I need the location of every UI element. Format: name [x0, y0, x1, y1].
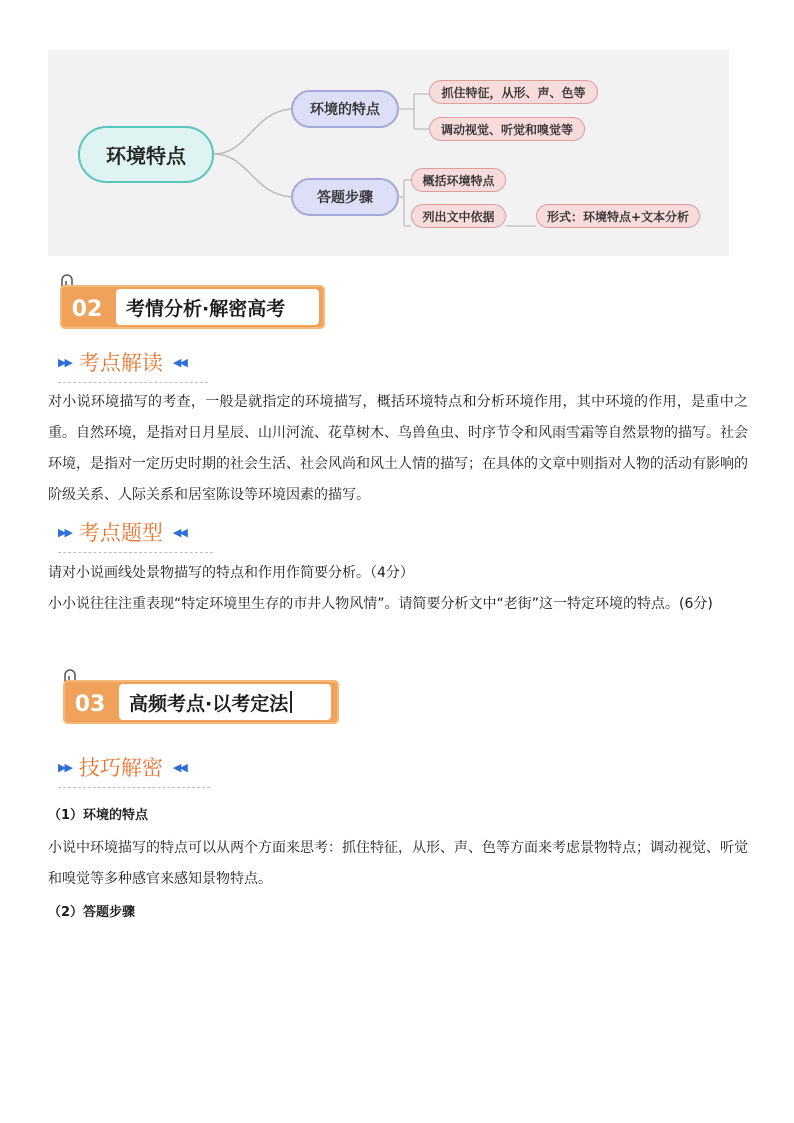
- text-cursor: [290, 691, 292, 713]
- point-2-title: （2）答题步骤: [48, 905, 136, 920]
- double-arrow-right-icon: ▶▶: [58, 760, 71, 774]
- mind-map-leaf: 列出文中依据: [411, 204, 506, 228]
- subhead-jiqiao-jiemi: [58, 750, 210, 784]
- subhead-label: 技巧解密: [78, 756, 163, 780]
- subhead-kaodian-tixing: [58, 515, 213, 549]
- mind-map-leaf: 调动视觉、听觉和嗅觉等: [429, 117, 585, 141]
- double-arrow-right-icon: ▶▶: [58, 355, 71, 369]
- mind-map-leaf: 概括环境特点: [411, 168, 506, 192]
- question-1: 请对小说画线处景物描写的特点和作用作简要分析。（4分）: [48, 565, 414, 581]
- mind-map-root: 环境特点: [78, 126, 214, 183]
- double-arrow-left-icon: ◀◀: [172, 525, 186, 539]
- dashed-divider: [58, 787, 210, 788]
- point-1-text: 小说中环境描写的特点可以从两个方面来思考：抓住特征，从形、声、色等方面来考虑景物特点；调动视觉、听觉和嗅觉等多种感官来感知景物特点。: [48, 840, 748, 887]
- subhead-label: 考点题型: [78, 521, 163, 545]
- section-number: 03: [74, 691, 106, 717]
- double-arrow-left-icon: ◀◀: [172, 355, 186, 369]
- mind-map: [48, 50, 729, 256]
- section-number: 02: [71, 296, 103, 322]
- mind-map-leaf: 抓住特征，从形、声、色等: [429, 80, 598, 104]
- mind-map-leaf: 形式：环境特点+文本分析: [536, 204, 700, 228]
- dashed-divider: [58, 552, 213, 553]
- section-banner-02: [60, 285, 325, 333]
- section-title-text: 高频考点·以考定法: [129, 692, 289, 715]
- kaodian-jiedu-text: 对小说环境描写的考查，一般是就指定的环境描写，概括环境特点和分析环境作用，其中环境的作用，是重中之重。自然环境，是指对日月星辰、山川河流、花草树木、鸟兽鱼虫、时序节令和风雨雪霜等自然景物的描写。社会环境，是指对一定历史时期的社会生活、社会风尚和风土人情的描写；在具体的文章中则指对人物的活动有影响的阶级关系、人际关系和居室陈设等环境因素的描写。: [48, 394, 748, 503]
- mind-map-branch-features: 环境的特点: [291, 90, 399, 128]
- dashed-divider: [58, 382, 208, 383]
- double-arrow-left-icon: ◀◀: [172, 760, 186, 774]
- section-banner-03: [63, 680, 339, 728]
- subhead-kaodian-jiedu: [58, 345, 208, 379]
- mind-map-branch-steps: 答题步骤: [291, 178, 399, 216]
- double-arrow-right-icon: ▶▶: [58, 525, 71, 539]
- question-2: 小小说往往注重表现“特定环境里生存的市井人物风情”。请简要分析文中“老街”这一特定环境的特点。(6分): [48, 596, 713, 612]
- section-title: 考情分析·解密高考: [116, 289, 319, 325]
- section-title: [119, 684, 331, 720]
- point-1-title: （1）环境的特点: [48, 808, 149, 823]
- subhead-label: 考点解读: [78, 351, 163, 375]
